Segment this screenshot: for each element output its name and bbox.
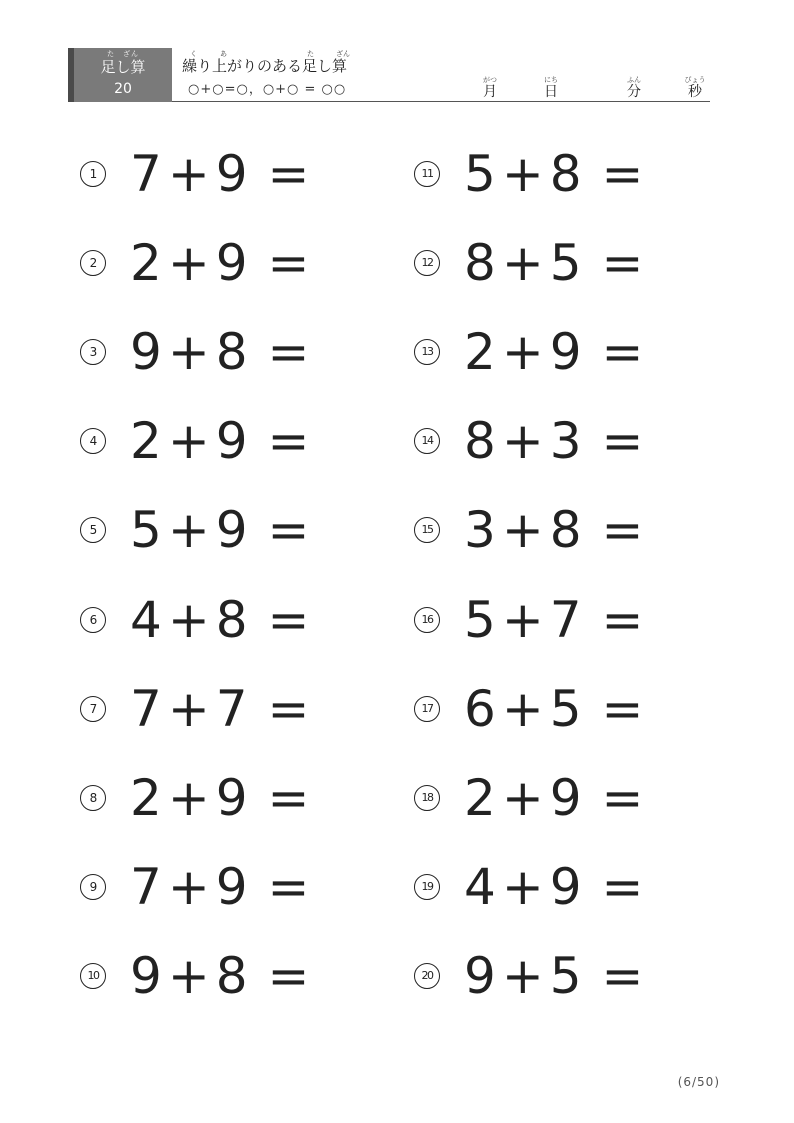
problem-number: 11	[414, 161, 440, 187]
title-ruby-4: ざん	[336, 50, 350, 58]
problem-number: 6	[80, 607, 106, 633]
addend-b: 8	[549, 501, 582, 559]
problem-number: 4	[80, 428, 106, 454]
problem-number: 5	[80, 517, 106, 543]
equals-sign: =	[601, 947, 644, 1005]
equals-sign: =	[267, 323, 310, 381]
worksheet-title: 繰り上がりのある足し算	[182, 57, 348, 75]
equals-sign: =	[267, 591, 310, 649]
addend-b: 8	[215, 591, 248, 649]
problem-expression	[130, 679, 309, 739]
addend-b: 9	[215, 145, 248, 203]
problem-number: 7	[80, 696, 106, 722]
addend-b: 5	[549, 947, 582, 1005]
problem-expression	[464, 946, 643, 1006]
addend-a: 3	[464, 501, 496, 559]
problem-number: 13	[414, 339, 440, 365]
plus-sign: +	[501, 858, 544, 916]
header-underline	[172, 101, 710, 102]
addend-b: 7	[549, 591, 582, 649]
problem-expression	[464, 768, 643, 828]
equals-sign: =	[267, 234, 310, 292]
problem-number: 17	[414, 696, 440, 722]
addend-a: 2	[130, 412, 162, 470]
plus-sign: +	[167, 858, 210, 916]
plus-sign: +	[167, 769, 210, 827]
problem-expression	[464, 322, 643, 382]
problem-number: 9	[80, 874, 106, 900]
addend-b: 8	[215, 947, 248, 1005]
addend-a: 5	[464, 145, 496, 203]
plus-sign: +	[167, 947, 210, 1005]
addend-b: 9	[215, 858, 248, 916]
addend-a: 2	[130, 234, 162, 292]
problem-number: 12	[414, 250, 440, 276]
problem-expression	[130, 144, 309, 204]
equals-sign: =	[601, 234, 644, 292]
problem-number: 10	[80, 963, 106, 989]
addend-a: 9	[464, 947, 496, 1005]
addend-a: 8	[464, 412, 496, 470]
page-number: (6/50)	[677, 1075, 720, 1089]
addend-b: 9	[215, 412, 248, 470]
problem-number: 16	[414, 607, 440, 633]
day-field	[536, 76, 566, 100]
problem-number: 18	[414, 785, 440, 811]
plus-sign: +	[501, 145, 544, 203]
addend-a: 5	[464, 591, 496, 649]
addend-a: 2	[464, 323, 496, 381]
addend-b: 9	[549, 769, 582, 827]
problem-expression	[130, 768, 309, 828]
plus-sign: +	[167, 412, 210, 470]
addend-a: 8	[464, 234, 496, 292]
title-ruby-1: く	[190, 50, 197, 58]
equals-sign: =	[267, 769, 310, 827]
equals-sign: =	[601, 858, 644, 916]
problem-number: 19	[414, 874, 440, 900]
equals-sign: =	[267, 680, 310, 738]
plus-sign: +	[167, 234, 210, 292]
plus-sign: +	[501, 234, 544, 292]
problem-expression	[464, 590, 643, 650]
month-label: 月	[483, 84, 497, 100]
problem-expression	[464, 411, 643, 471]
addend-a: 2	[464, 769, 496, 827]
equals-sign: =	[267, 947, 310, 1005]
addend-a: 5	[130, 501, 162, 559]
equals-sign: =	[601, 591, 644, 649]
problem-number: 3	[80, 339, 106, 365]
equals-sign: =	[601, 323, 644, 381]
addend-b: 9	[215, 501, 248, 559]
plus-sign: +	[501, 769, 544, 827]
category-ruby: た ざん	[107, 50, 139, 58]
addend-b: 5	[549, 680, 582, 738]
title-ruby-3: た	[307, 50, 314, 58]
problem-expression	[130, 500, 309, 560]
problem-number: 8	[80, 785, 106, 811]
plus-sign: +	[501, 591, 544, 649]
month-ruby: がつ	[483, 76, 497, 84]
addend-b: 7	[215, 680, 248, 738]
addend-a: 7	[130, 680, 162, 738]
problem-expression	[464, 500, 643, 560]
equals-sign: =	[267, 858, 310, 916]
plus-sign: +	[501, 323, 544, 381]
addend-a: 9	[130, 947, 162, 1005]
plus-sign: +	[167, 591, 210, 649]
addend-b: 9	[549, 323, 582, 381]
second-field	[680, 76, 710, 100]
problem-expression	[130, 590, 309, 650]
month-field	[475, 76, 505, 100]
equals-sign: =	[601, 501, 644, 559]
category-number: 20	[114, 81, 132, 97]
addend-b: 5	[549, 234, 582, 292]
addend-b: 3	[549, 412, 582, 470]
plus-sign: +	[501, 501, 544, 559]
addend-a: 9	[130, 323, 162, 381]
problem-number: 15	[414, 517, 440, 543]
addend-b: 9	[215, 234, 248, 292]
equals-sign: =	[267, 501, 310, 559]
category-label: 足し算	[100, 58, 146, 76]
minute-field	[619, 76, 649, 100]
addend-a: 6	[464, 680, 496, 738]
addend-a: 7	[130, 145, 162, 203]
equals-sign: =	[601, 769, 644, 827]
problem-expression	[130, 946, 309, 1006]
problem-number: 14	[414, 428, 440, 454]
problem-expression	[464, 857, 643, 917]
addend-a: 2	[130, 769, 162, 827]
problem-pattern: ○+○=○，○+○ = ○○	[188, 82, 347, 97]
plus-sign: +	[167, 323, 210, 381]
plus-sign: +	[167, 145, 210, 203]
equals-sign: =	[601, 145, 644, 203]
addend-a: 4	[130, 591, 162, 649]
equals-sign: =	[601, 412, 644, 470]
minute-label: 分	[627, 84, 641, 100]
plus-sign: +	[167, 501, 210, 559]
addend-a: 4	[464, 858, 496, 916]
worksheet-header	[68, 48, 710, 102]
plus-sign: +	[167, 680, 210, 738]
problem-number: 20	[414, 963, 440, 989]
second-label: 秒	[688, 84, 702, 100]
day-ruby: にち	[544, 76, 558, 84]
problem-number: 1	[80, 161, 106, 187]
equals-sign: =	[601, 680, 644, 738]
second-ruby: びょう	[684, 76, 706, 84]
problem-expression	[130, 411, 309, 471]
category-box	[68, 48, 172, 102]
day-label: 日	[544, 84, 558, 100]
equals-sign: =	[267, 145, 310, 203]
addend-a: 7	[130, 858, 162, 916]
problem-expression	[464, 144, 643, 204]
addend-b: 9	[549, 858, 582, 916]
problem-expression	[130, 857, 309, 917]
addend-b: 8	[549, 145, 582, 203]
addend-b: 8	[215, 323, 248, 381]
plus-sign: +	[501, 680, 544, 738]
addend-b: 9	[215, 769, 248, 827]
equals-sign: =	[267, 412, 310, 470]
problem-expression	[130, 322, 309, 382]
problem-expression	[464, 233, 643, 293]
plus-sign: +	[501, 412, 544, 470]
plus-sign: +	[501, 947, 544, 1005]
problem-number: 2	[80, 250, 106, 276]
problem-expression	[464, 679, 643, 739]
title-ruby-2: あ	[220, 50, 227, 58]
problem-expression	[130, 233, 309, 293]
minute-ruby: ふん	[627, 76, 641, 84]
